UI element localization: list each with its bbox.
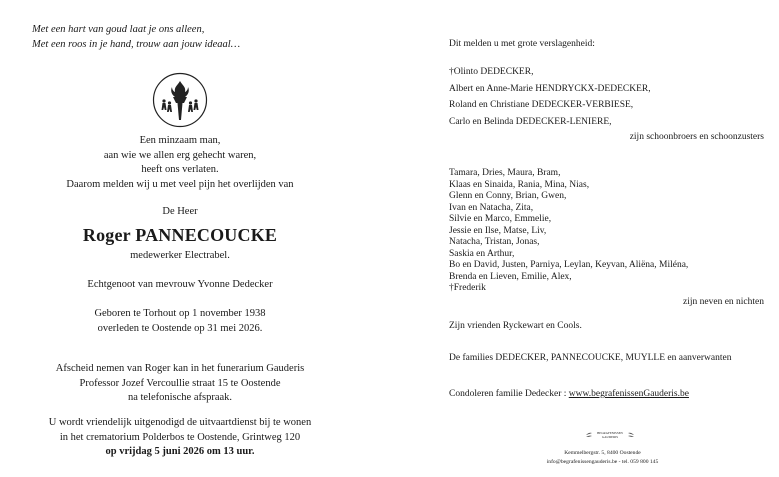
- intro-line: Daarom melden wij u met veel pijn het overlijden van: [66, 178, 294, 190]
- spouse-text: Echtgenoot van mevrouw Yvonne Dedecker: [87, 279, 273, 290]
- deceased-role: medewerker Electrabel.: [130, 250, 230, 261]
- footer: [525, 449, 680, 466]
- family-list-1: [449, 66, 651, 132]
- invite-date-line: op vrijdag 5 juni 2026 om 13 uur.: [105, 446, 255, 457]
- family-member: Brenda en Lieven, Emilie, Alex,: [449, 271, 572, 282]
- family-member: Silvie en Marco, Emmelie,: [449, 214, 552, 224]
- death-line: overleden te Oostende op 31 mei 2026.: [97, 322, 263, 334]
- torch-emblem-icon: [152, 72, 208, 128]
- intro-line: aan wie we allen erg gehecht waren,: [103, 149, 257, 161]
- family-member: Saskia en Arthur,: [449, 248, 515, 259]
- friends-line: Zijn vrienden Ryckewart en Cools.: [449, 321, 582, 331]
- poem-line: Met een roos in je hand, trouw aan jouw ideaal…: [32, 39, 241, 50]
- family-member: †Frederik: [449, 283, 486, 293]
- family-member: Klaas en Sinaida, Rania, Mina, Nias,: [449, 179, 590, 190]
- farewell-line: Afscheid nemen van Roger kan in het funerarium Gauderis: [55, 363, 305, 374]
- family-caption-1: zijn schoonbroers en schoonzusters: [629, 132, 764, 142]
- farewell-line: na telefonische afspraak.: [127, 392, 233, 403]
- family-member: Bo en David, Justen, Parniya, Leylan, Keyvan, Aliëna, Miléna,: [449, 260, 689, 270]
- poem: [32, 22, 240, 52]
- intro-text: [0, 134, 360, 192]
- family-member: †Olinto DEDECKER,: [449, 67, 534, 77]
- first-name: Roger: [82, 225, 131, 245]
- family-member: Tamara, Dries, Maura, Bram,: [449, 168, 561, 178]
- family-member: Ivan en Natacha, Zita,: [449, 202, 534, 213]
- poem-line: Met een hart van goud laat je ons alleen,: [32, 24, 205, 35]
- family-member: Carlo en Belinda DEDECKER-LENIERE,: [449, 116, 612, 127]
- intro-line: heeft ons verlaten.: [141, 164, 219, 175]
- families-line: De families DEDECKER, PANNECOUCKE, MUYLLE en aanverwanten: [449, 353, 732, 363]
- laurel-logo-icon: [580, 428, 640, 442]
- funeral-home-logo: [580, 428, 640, 442]
- birth-line: Geboren te Torhout op 1 november 1938: [94, 308, 266, 319]
- invite-line: in het crematorium Polderbos te Oostende, Grintweg 120: [59, 431, 301, 443]
- condolence-link[interactable]: www.begrafenissenGauderis.be: [568, 389, 689, 399]
- last-name: PANNECOUCKE: [135, 225, 278, 245]
- intro-line: Een minzaam man,: [139, 135, 221, 146]
- family-caption-2: zijn neven en nichten: [683, 297, 764, 307]
- announcement-intro: Dit melden u met grote verslagenheid:: [449, 39, 595, 49]
- farewell-line: Professor Jozef Vercoullie straat 15 te Oostende: [79, 377, 281, 389]
- footer-contact: info@begrafenissengauderis.be - tel. 059 800 145: [546, 458, 659, 465]
- invite-line: U wordt vriendelijk uitgenodigd de uitvaartdienst bij te wonen: [48, 417, 312, 428]
- family-member: Roland en Christiane DEDECKER-VERBIESE,: [449, 100, 634, 110]
- salutation: De Heer: [162, 206, 198, 217]
- right-page: [395, 0, 779, 477]
- deceased-name: [0, 224, 360, 246]
- invite-text: [0, 416, 360, 460]
- family-list-2: [449, 168, 688, 295]
- condolence-label: Condoleren familie Dedecker :: [449, 389, 569, 399]
- logo-line-1: BEGRAFENISSEN: [597, 431, 623, 435]
- dates: [0, 307, 360, 336]
- family-member: Natacha, Tristan, Jonas,: [449, 237, 540, 247]
- farewell-text: [0, 362, 360, 406]
- logo-line-2: GAUDERIS: [601, 435, 619, 439]
- family-member: Jessie en Ilse, Matse, Liv,: [449, 225, 547, 236]
- family-member: Glenn en Conny, Brian, Gwen,: [449, 191, 567, 201]
- family-member: Albert en Anne-Marie HENDRYCKX-DEDECKER,: [449, 83, 651, 94]
- condolence-line: [449, 388, 689, 401]
- footer-address: Kemmelbergstr. 5, 8400 Oostende: [564, 450, 641, 456]
